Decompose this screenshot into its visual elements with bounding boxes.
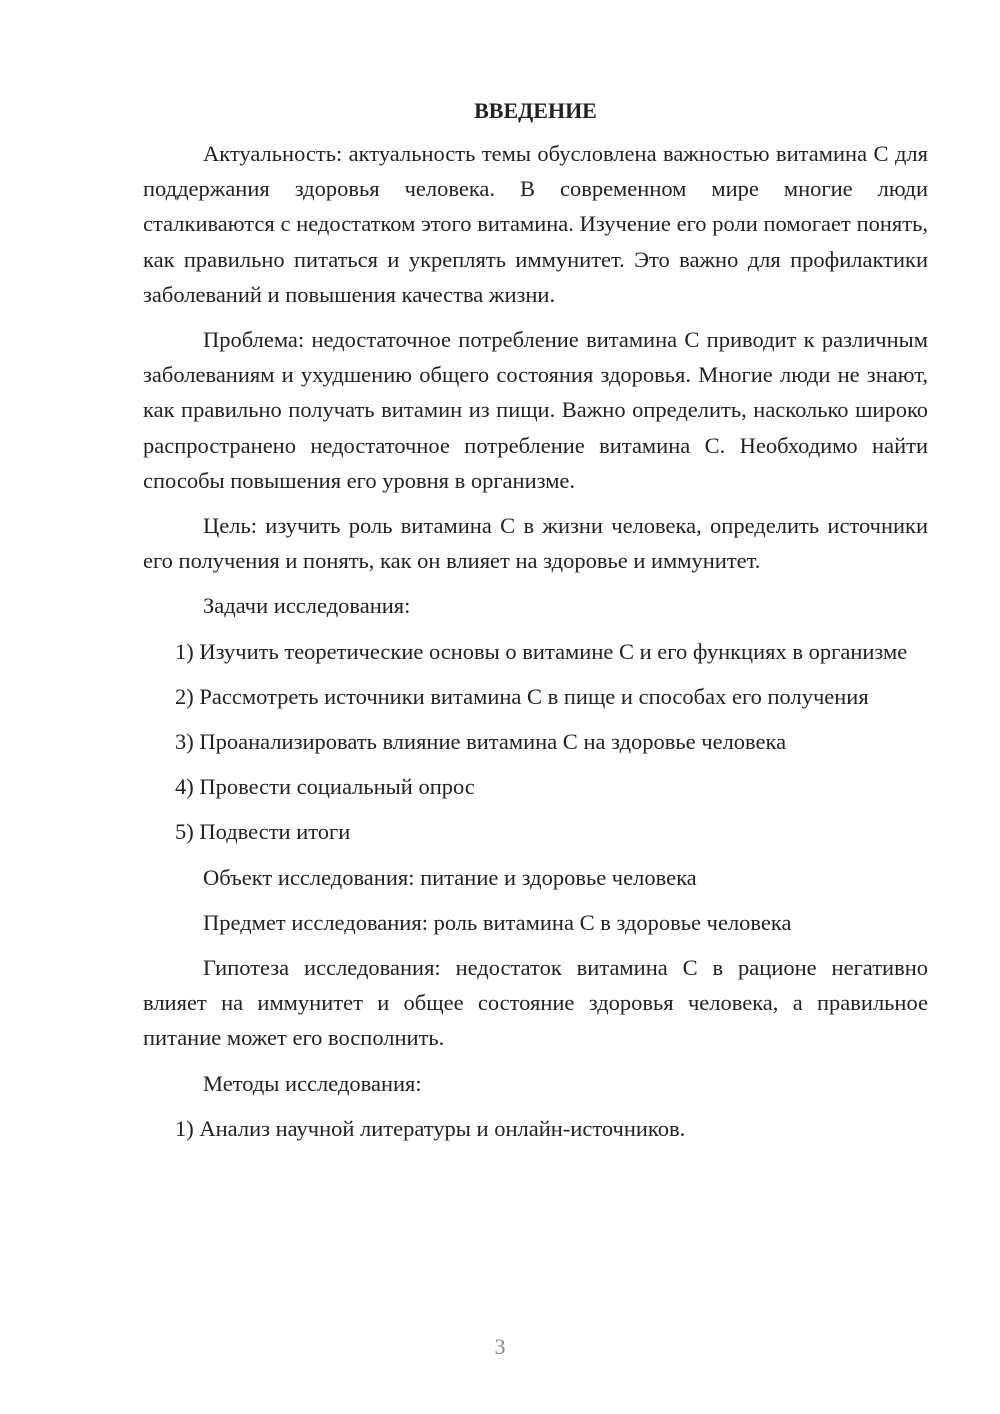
tasks-list [143, 634, 928, 850]
document-body [143, 96, 928, 1156]
page-title: ВВЕДЕНИЕ [474, 98, 597, 123]
relevance-paragraph: Актуальность: актуальность темы обусловлена важностью витамина С для поддержания здоровья человека. В современном мире многие люди сталкиваются с недостатком этого витамина. Изучение его роли помогает понять, как правильно питаться и укреплять иммунитет. Это важно для профилактики заболеваний и повышения качества жизни. [143, 141, 928, 307]
page-number: 3 [494, 1334, 506, 1359]
task-item-4: 4) Провести социальный опрос [175, 774, 475, 800]
methods-heading: Методы исследования: [203, 1070, 422, 1096]
tasks-heading: Задачи исследования: [203, 593, 411, 619]
method-item-1: 1) Анализ научной литературы и онлайн-источников. [175, 1115, 686, 1141]
methods-list [143, 1111, 928, 1146]
problem-paragraph: Проблема: недостаточное потребление витамина С приводит к различным заболеваниям и ухудшению общего состояния здоровья. Многие люди не знают, как правильно получать витамин из пищи. Важно определить, насколько широко распространено недостаточное потребление витамина С. Необходимо найти способы повышения его уровня в организме. [143, 327, 928, 493]
task-item-2: 2) Рассмотреть источники витамина С в пище и способах его получения [175, 683, 869, 709]
hypothesis-paragraph: Гипотеза исследования: недостаток витамина С в рационе негативно влияет на иммунитет и общее состояние здоровья человека, а правильное питание может его восполнить. [143, 955, 928, 1051]
research-subject: Предмет исследования: роль витамина С в здоровье человека [203, 909, 792, 935]
task-item-5: 5) Подвести итоги [175, 819, 351, 845]
research-object: Объект исследования: питание и здоровье человека [203, 864, 697, 890]
goal-paragraph: Цель: изучить роль витамина С в жизни человека, определить источники его получения и понять, как он влияет на здоровье и иммунитет. [143, 513, 928, 574]
task-item-3: 3) Проанализировать влияние витамина С на здоровье человека [175, 729, 787, 755]
task-item-1: 1) Изучить теоретические основы о витамине С и его функциях в организме [175, 638, 908, 664]
